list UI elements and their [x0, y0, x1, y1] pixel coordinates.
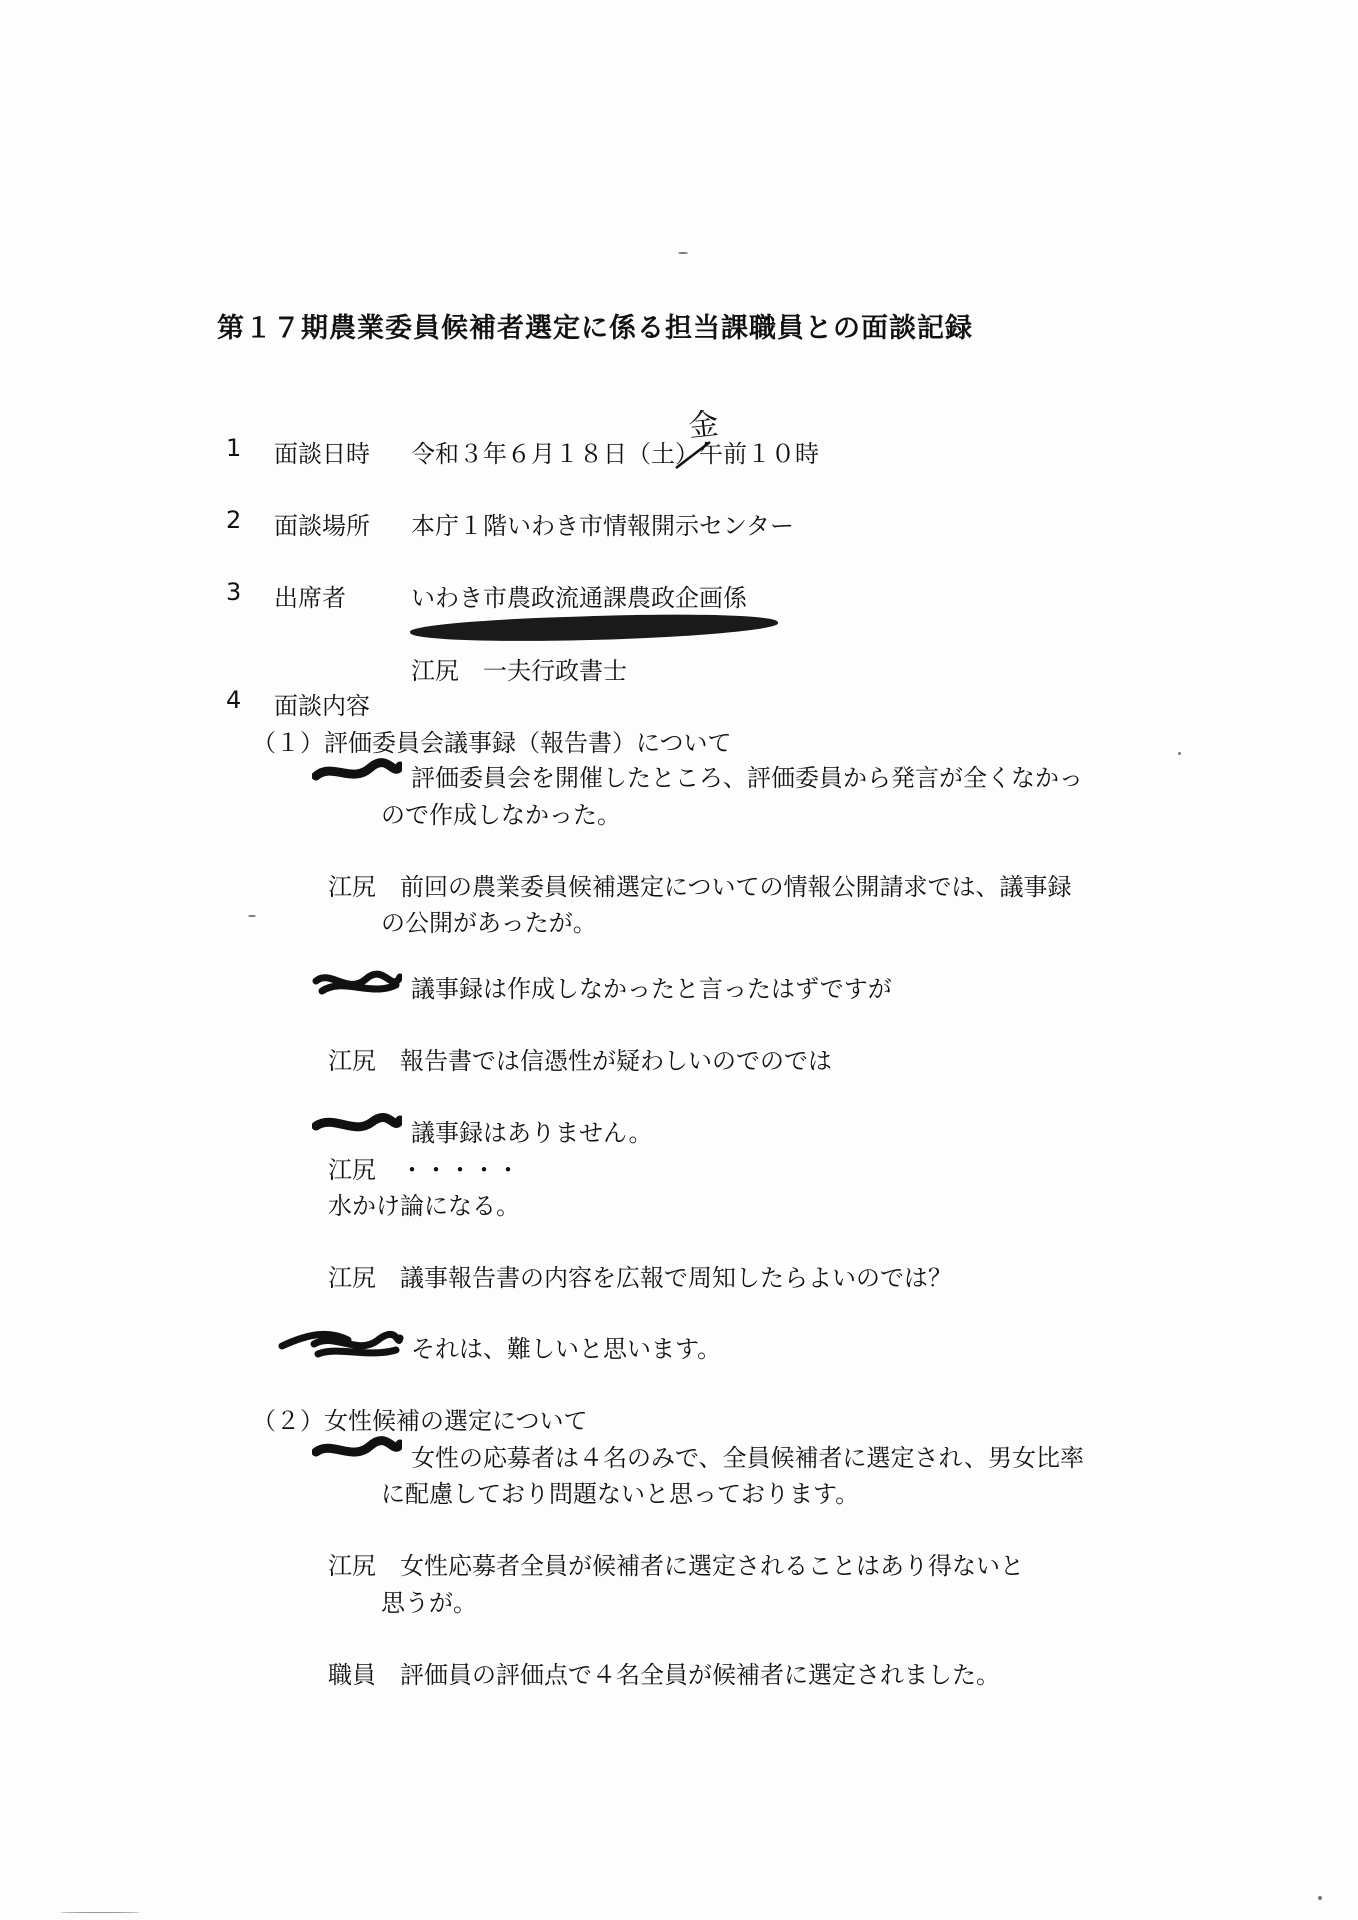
item-1-number: 1	[226, 434, 242, 462]
s1-line-2: ので作成しなかった。	[381, 801, 621, 829]
redaction-scribble	[312, 1436, 402, 1464]
s2-line-1: 女性の応募者は４名のみで、全員候補者に選定され、男女比率	[411, 1444, 1084, 1472]
s1-line-10: 江尻 議事報告書の内容を広報で周知したらよいのでは？	[328, 1264, 952, 1292]
item-2-number: 2	[226, 506, 242, 534]
redaction-scribble	[312, 758, 402, 786]
s1-line-3: 江尻 前回の農業委員候補選定についての情報公開請求では、議事録	[328, 873, 1072, 901]
item-1-label: 面談日時	[274, 440, 370, 468]
item-3-value-2: 江尻 一夫行政書士	[411, 657, 627, 685]
handwritten-correction: 金	[686, 406, 721, 445]
s2-line-5: 職員 評価員の評価点で４名全員が候補者に選定されました。	[328, 1661, 1000, 1689]
s1-line-8: 江尻 ・・・・・	[328, 1156, 520, 1184]
page-title: 第１７期農業委員候補者選定に係る担当課職員との面談記録	[217, 313, 973, 344]
item-4-label: 面談内容	[274, 692, 370, 720]
section-2-heading: （２）女性候補の選定について	[252, 1407, 588, 1435]
scan-speck	[248, 915, 256, 917]
s1-line-1: 評価委員会を開催したところ、評価委員から発言が全くなかっ	[411, 764, 1083, 792]
s1-line-6: 江尻 報告書では信憑性が疑わしいのでのでは	[328, 1047, 832, 1075]
redaction-scribble	[278, 1326, 404, 1362]
strikethrough-mark	[672, 438, 716, 474]
item-3-number: 3	[226, 578, 242, 606]
item-3-label: 出席者	[274, 584, 346, 612]
item-1-value: 令和３年６月１８日（土）午前１０時	[411, 440, 819, 468]
scan-speck	[1318, 1896, 1322, 1900]
s1-line-9: 水かけ論になる。	[328, 1192, 520, 1220]
item-4-number: 4	[226, 686, 242, 714]
scan-speck	[678, 252, 688, 254]
s2-line-2: に配慮しており問題ないと思っております。	[381, 1480, 860, 1508]
section-1-heading: （１）評価委員会議事録（報告書）について	[252, 729, 732, 757]
scan-edge-line	[60, 1912, 140, 1913]
s1-line-11: それは、難しいと思います。	[411, 1335, 722, 1363]
redaction-scribble	[312, 967, 402, 999]
item-2-label: 面談場所	[274, 512, 370, 540]
s1-line-4: の公開があったが。	[381, 909, 597, 937]
s2-line-3: 江尻 女性応募者全員が候補者に選定されることはあり得ないと	[328, 1552, 1024, 1580]
s2-line-4: 思うが。	[381, 1589, 477, 1617]
item-2-value: 本庁１階いわき市情報開示センター	[411, 512, 795, 540]
s1-line-7: 議事録はありません。	[411, 1119, 653, 1147]
s1-line-5: 議事録は作成しなかったと言ったはずですが	[411, 975, 892, 1003]
redaction-bar	[410, 610, 779, 647]
redaction-scribble	[312, 1110, 402, 1140]
scan-speck	[1178, 752, 1181, 755]
item-3-value: いわき市農政流通課農政企画係	[411, 584, 747, 612]
